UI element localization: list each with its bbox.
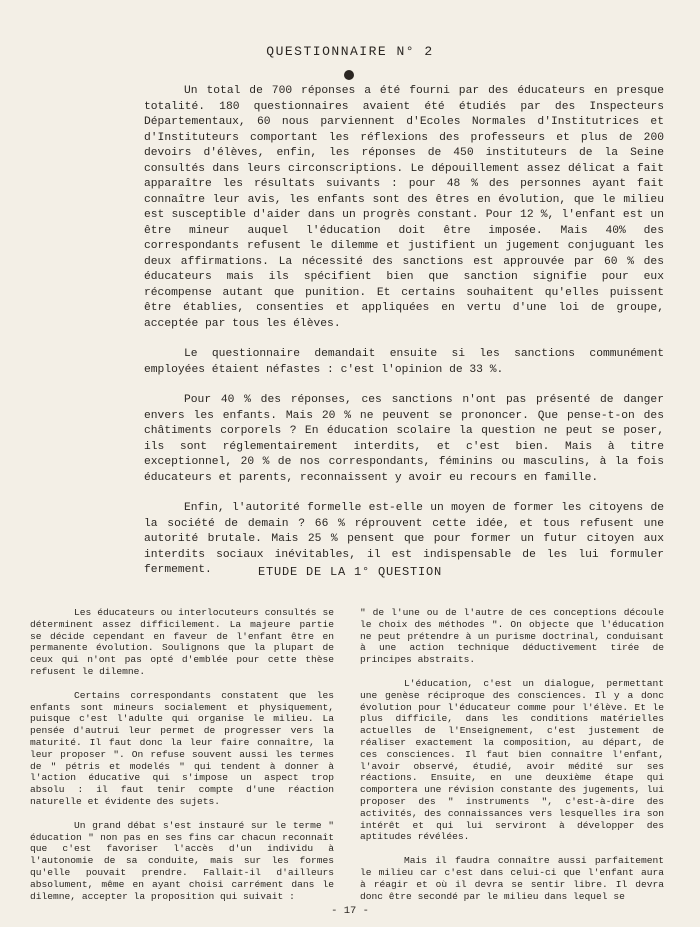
intro-text [144, 84, 664, 594]
intro-paragraph-1: Un total de 700 réponses a été fourni par des éducateurs en presque totalité. 180 questionnaires avaient été étudiés par des Inspecteurs Départementaux, 60 nous parviennent d'Ecoles Normales d'Institutrices et d'Instituteurs comportant les réflexions des professeurs et plus de 200 devoirs d'élèves, enfin, les réponses de 450 instituteurs de la Seine consultés dans leurs circonscriptions. Le dépouillement assez délicat a fait apparaître les résultats suivants : pour 48 % des personnes ayant fait connaître leur avis, les enfants sont des êtres en évolution, que le milieu est susceptible d'aider dans un progrès constant. Pour 12 %, l'enfant est un être mineur auquel l'éducation doit être imposée. Mais 40% des correspondants refusent le dilemme et justifient un jugement conjuguant les deux affirmations. La nécessité des sanctions est approuvée par 60 % des éducateurs mais ils spécifient bien que sanction signifie pour eux récompense autant que punition. Et certains souhaitent qu'elles puissent être établies, consenties et appliquées en vertu d'une loi de groupe, acceptée par tous les élèves. [144, 85, 664, 330]
left-column [30, 607, 334, 914]
right-paragraph-2: L'éducation, c'est un dialogue, permettant une genèse réciproque des consciences. Il y a donc évolution pour l'éducateur comme pour l'élève. Et le plus difficile, dans les conditions matérielles actuelles de l'Enseignement, c'est justement de réaliser exactement la composition, au départ, de ces consciences. Il faut bien connaître l'enfant, l'avoir observé, étudié, avoir médité sur ses réactions. Ensuite, en une deuxième étape qui comportera une révision constante des jugements, lui proposer des " instruments ", c'est-à-dire des activités, des connaissances vers lesquelles ira son intérêt et qui lui serviront à développer des aptitudes révélées. [360, 677, 664, 843]
left-paragraph-2: Certains correspondants constatent que les enfants sont mineurs socialement et physiquement, puisque c'est l'adulte qui organise le milieu. La pensée d'autrui leur permet de progresser vers la maturité. Il faut donc la leur faire connaître, la leur proposer ". On refuse souvent aussi les termes de " pétris et modelés " qui tendent à donner à l'action éducative qui s'impose un aspect trop absolu : il faut tenir compte d'une réaction naturelle et évidente des sujets. [30, 689, 334, 807]
intro-paragraph-2: Le questionnaire demandait ensuite si les sanctions communément employées étaient néfastes : c'est l'opinion de 33 %. [144, 348, 664, 376]
right-paragraph-3: Mais il faudra connaître aussi parfaitement le milieu car c'est dans celui-ci que l'enfant aura à réagir et où il devra se sentir libre. Il devra donc être secondé par le milieu dans lequel se [360, 855, 664, 902]
page-number: - 17 - [331, 905, 369, 917]
intro-paragraph-4: Enfin, l'autorité formelle est-elle un moyen de former les citoyens de la société de demain ? 66 % réprouvent cette idée, et tous refusent une autorité brutale. Mais 25 % pensent que pour former un futur citoyen aux interdits sociaux inévitables, il est indispensable de les lui formuler fermement. [144, 502, 664, 576]
intro-paragraph-3: Pour 40 % des réponses, ces sanctions n'ont pas présenté de danger envers les enfants. Mais 20 % ne peuvent se prononcer. Que pense-t-on des châtiments corporels ? En éducation scolaire la question ne peut se poser, ils sont réglementairement interdits, et c'est bien. Mais à titre exceptionnel, 20 % de nos correspondants, féminins ou masculins, à la fois éducateurs et parents, reconnaissent y avoir eu recours en famille. [144, 394, 664, 484]
right-column [360, 607, 664, 914]
right-paragraph-1: " de l'une ou de l'autre de ces conceptions découle le choix des méthodes ". On objecte que l'éducation ne peut prétendre à un purisme doctrinal, conduisant à une action technique déductivement tirée de principes abstraits. [360, 607, 664, 666]
section-title: ETUDE DE LA 1° QUESTION [257, 565, 443, 579]
left-paragraph-3: Un grand débat s'est instauré sur le terme " éducation " non pas en ses fins car chacun reconnaît que c'est favoriser l'accès d'un individu à l'autonomie de sa conduite, mais sur les formes qu'elle pouvait prendre. Fallait-il d'ailleurs absolument, même en ayant choisi carrément dans le dilemne, accepter la proposition qui suivait : [30, 819, 334, 902]
bullet-dot-icon [344, 70, 354, 80]
page-title: QUESTIONNAIRE N° 2 [266, 44, 434, 59]
left-paragraph-1: Les éducateurs ou interlocuteurs consultés se déterminent assez difficilement. La majeure partie se décide cependant en faveur de l'enfant être en permanente évolution. Soulignons que la plupart de ceux qui n'ont pas opté d'emblée pour cette thèse refusent le dilemne. [30, 607, 334, 677]
